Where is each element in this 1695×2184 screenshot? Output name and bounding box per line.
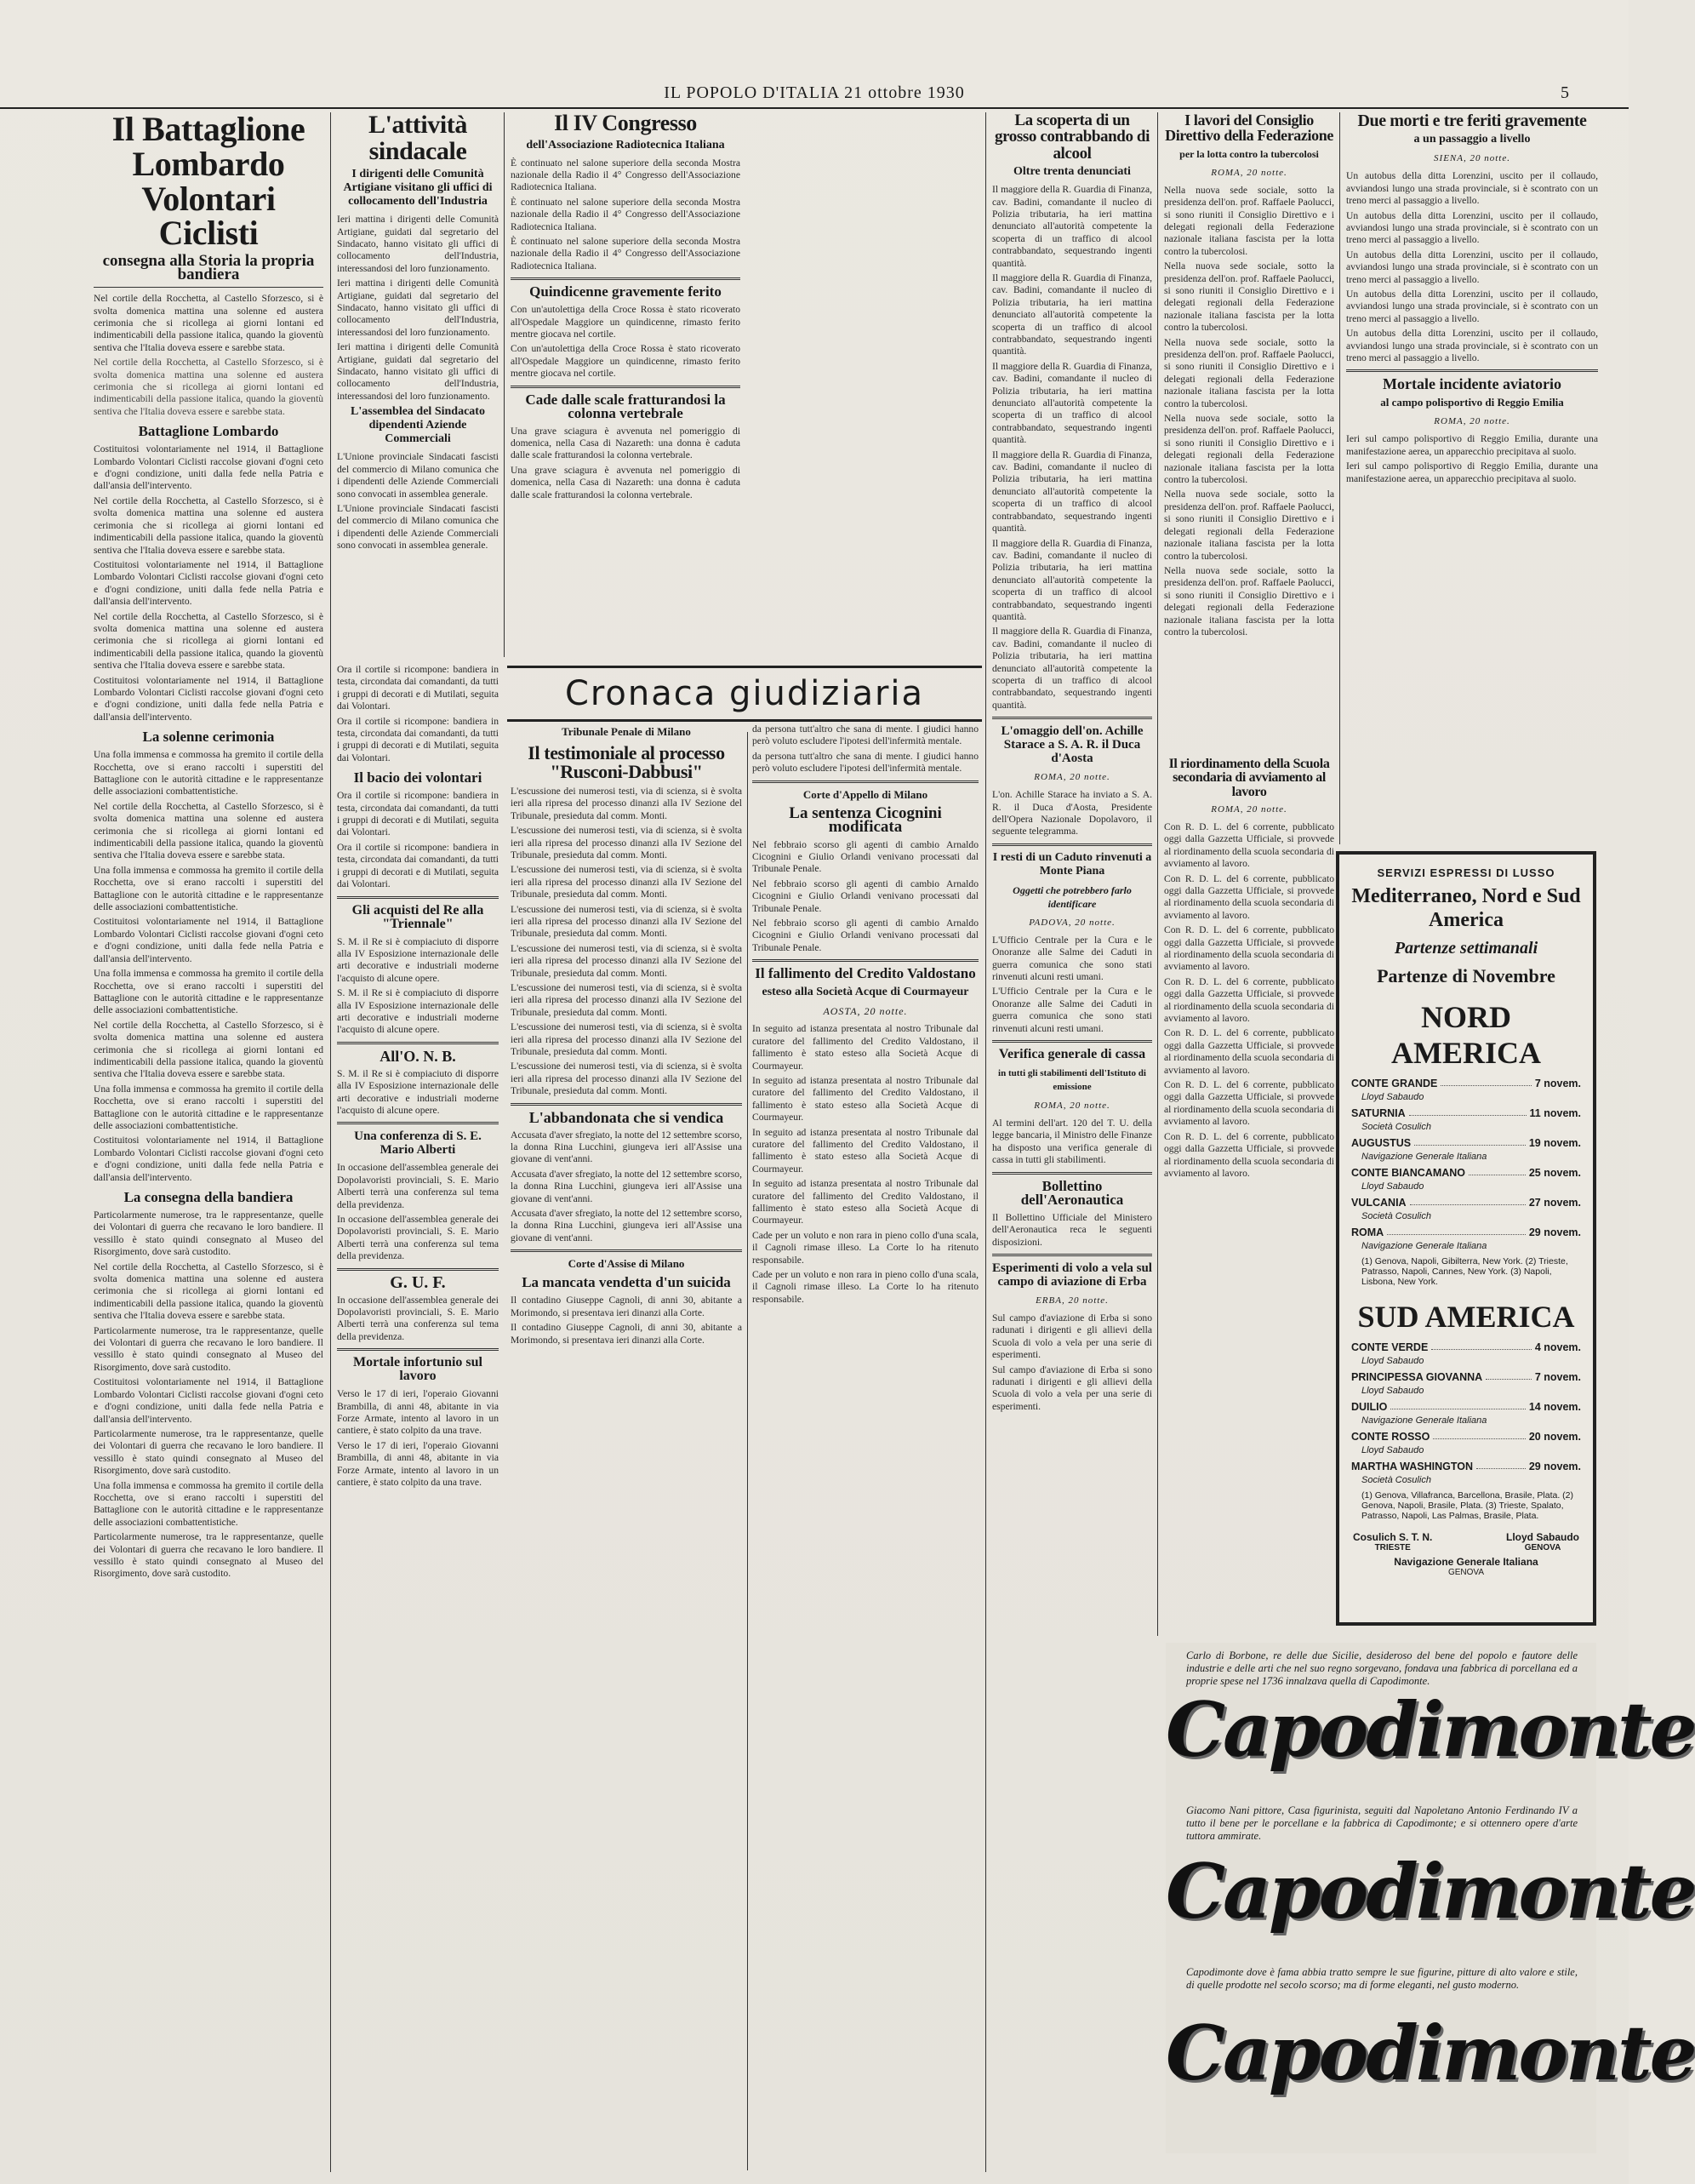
departure-date: 7 novem. — [1534, 1371, 1581, 1383]
article-headline: I lavori del Consiglio Direttivo della Federazione — [1165, 111, 1333, 145]
article-text: Con R. D. L. del 6 corrente, pubblicato oggi dalla Gazzetta Ufficiale, si provvede al riordinamento della scuola secondaria di avviamento al lavoro. — [1164, 1027, 1334, 1076]
dateline: AOSTA, 20 notte. — [823, 1005, 908, 1018]
departure-date: 4 novem. — [1534, 1341, 1581, 1353]
article-text: L'Ufficio Centrale per la Cura e le Onoranze alle Salme dei Caduti in guerra comunica che sono stati rinvenuti alcuni resti umani. — [992, 934, 1152, 983]
section-banner: Cronaca giudiziaria — [507, 666, 982, 722]
ad-november: Partenze di Novembre — [1377, 965, 1555, 986]
article-text: Ora il cortile si ricompone: bandiera in testa, circondata dai comandanti, da tutti i gruppi di decorati e di Mutilati, seguita dai Volontari. — [337, 790, 499, 838]
divider — [511, 1103, 742, 1106]
article-subhead: consegna alla Storia la propria bandiera — [102, 252, 315, 284]
article-subhead: L'omaggio dell'on. Achille Starace a S. A. R. il Duca d'Aosta — [1001, 724, 1144, 766]
departure-row — [1351, 1137, 1581, 1149]
article-text: Una folla immensa e commossa ha gremito il cortile della Rocchetta, ove si erano raccolti i superstiti del Battaglione con le autorità cittadine e le rappresentanze delle associazioni combattentistiche. — [94, 864, 323, 913]
ship-name: MARTHA WASHINGTON — [1351, 1461, 1474, 1472]
leader-dots — [1387, 1226, 1526, 1235]
article-subhead: esteso alla Società Acque di Courmayeur — [762, 986, 969, 999]
article-scuola — [1164, 758, 1334, 1634]
article-text: Particolarmente numerose, tra le rappresentanze, quelle dei Volontari di guerra che recavano le loro bandiere. Il vessillo è stato quindi consegnato al Museo del Risorgimento, dove sarà custodito. — [94, 1427, 323, 1477]
column-rule — [1339, 112, 1340, 844]
article-headline: L'attività sindacale — [368, 111, 467, 165]
ship-name: SATURNIA — [1351, 1107, 1406, 1119]
article-contrabbando — [992, 112, 1152, 2172]
departure-row — [1351, 1371, 1581, 1383]
article-text: Con R. D. L. del 6 corrente, pubblicato oggi dalla Gazzetta Ufficiale, si provvede al riordinamento della scuola secondaria di avviamento al lavoro. — [1164, 872, 1334, 921]
divider — [337, 896, 499, 899]
article-subhead: La sentenza Cicognini modificata — [789, 803, 942, 836]
article-subhead: in tutti gli stabilimenti dell'Istituto di emissione — [998, 1068, 1146, 1093]
ship-name: CONTE GRANDE — [1351, 1078, 1438, 1089]
ship-name: CONTE ROSSO — [1351, 1431, 1430, 1443]
court-name: Corte d'Appello di Milano — [802, 787, 928, 801]
article-text: Al termini dell'art. 120 del T. U. della legge bancaria, il Ministro delle Finanze ha disposto una verifica generale di cassa in tutti gli stabilimenti. — [992, 1118, 1152, 1166]
article-text: Il maggiore della R. Guardia di Finanza, cav. Badini, comandante il nucleo di Polizia tributaria, ha ieri mattina denunciato all'autorità competente la scoperta di un traffico di alcool contrabbandato, sequestrando ingenti quantità. — [992, 537, 1152, 622]
article-text: Un autobus della ditta Lorenzini, uscito per il collaudo, avviandosi lungo una strada provinciale, si è scontrato con un treno merci al passaggio a livello. — [1346, 170, 1598, 207]
leader-dots — [1441, 1078, 1531, 1086]
ad-copy: Giacomo Nani pittore, Casa figurinista, seguiti dal Napoletano Antonio Ferdinando IV a tutto il bene per le porcellane e la fabbrica di Capodimonte; e si ottennero opere d'arte tuttora ammirate. — [1186, 1804, 1578, 1842]
article-text: L'escussione dei numerosi testi, via di scienza, si è svolta ieri alla ripresa del processo dinanzi alla IV Sezione del Tribunale, presieduta dal comm. Monti. — [511, 903, 742, 940]
departure-row — [1351, 1226, 1581, 1238]
section-heading: Battaglione Lombardo — [138, 423, 279, 440]
article-text: L'escussione dei numerosi testi, via di scienza, si è svolta ieri alla ripresa del processo dinanzi alla IV Sezione del Tribunale, presieduta dal comm. Monti. — [511, 942, 742, 979]
article-text: Il maggiore della R. Guardia di Finanza, cav. Badini, comandante il nucleo di Polizia tributaria, ha ieri mattina denunciato all'autorità competente la scoperta di un traffico di alcool contrabbandato, sequestrando ingenti quantità. — [992, 360, 1152, 446]
ad-ports: (1) Genova, Villafranca, Barcellona, Brasile, Plata. (2) Genova, Napoli, Brasile, Plata. (3) Trieste, Spalato, Patrasso, Napoli, Las Palmas, Brasile, Plata. — [1361, 1490, 1574, 1521]
article-text: Nel cortile della Rocchetta, al Castello Sforzesco, si è svolta domenica mattina una solenne ed austera cerimonia che si ricollega ai giorni lontani ed indimenticabili della passione italica, quando la gioventù sentiva che l'Italia doveva essere e sarebbe stata. — [94, 800, 323, 861]
article-text: S. M. il Re si è compiaciuto di disporre alla IV Esposizione internazionale delle arti decorative e industriali moderne l'acquisto di alcune opere. — [337, 1067, 499, 1116]
article-subhead: dell'Associazione Radiotecnica Italiana — [526, 138, 725, 152]
ship-line: Società Cosulich — [1361, 1475, 1431, 1485]
article-tubercolosi — [1164, 112, 1334, 785]
article-subhead: L'abbandonata che si vendica — [528, 1108, 724, 1126]
article-subhead: Bollettino dell'Aeronautica — [1020, 1177, 1124, 1208]
capodimonte-logo: Capodimonte — [1166, 2009, 1695, 2097]
ship-name: CONTE VERDE — [1351, 1341, 1429, 1353]
article-text: Ieri sul campo polisportivo di Reggio Emilia, durante una manifestazione aerea, un apparecchio precipitava al suolo. — [1346, 433, 1598, 457]
departure-date: 20 novem. — [1528, 1431, 1581, 1443]
dateline: ROMA, 20 notte. — [1211, 803, 1287, 815]
article-text: Nella nuova sede sociale, sotto la presidenza dell'on. prof. Raffaele Paolucci, si sono riuniti il Consiglio Direttivo e i delegati regionali della Federazione nazionale italiana fascista per la lotta contro la tubercolosi. — [1164, 260, 1334, 334]
article-text: Costituitosi volontariamente nel 1914, il Battaglione Lombardo Volontari Ciclisti raccolse giovani d'ogni ceto e d'ogni condizione, uniti dalla fede nella Patria e dall'ansia dell'intervento. — [94, 1376, 323, 1425]
divider — [94, 287, 323, 288]
article-text: Nel febbraio scorso gli agenti di cambio Arnaldo Cicognini e Giulio Orlandi venivano processati dal Tribunale Penale. — [752, 918, 979, 953]
ship-name: DUILIO — [1351, 1401, 1388, 1413]
article-text: L'escussione dei numerosi testi, via di scienza, si è svolta ieri alla ripresa del processo dinanzi alla IV Sezione del Tribunale, presieduta dal comm. Monti. — [511, 981, 742, 1018]
article-court-2 — [752, 723, 979, 2170]
leader-dots — [1414, 1137, 1526, 1146]
article-text: Con R. D. L. del 6 corrente, pubblicato oggi dalla Gazzetta Ufficiale, si provvede al riordinamento della scuola secondaria di avviamento al lavoro. — [1164, 1130, 1334, 1179]
ad-copy: Carlo di Borbone, re delle due Sicilie, desideroso del bene del popolo e fautore delle industrie e delle arti che nel suo regno sorgevano, fondava una fabbrica di porcellana ed a proprie spese nel 1736 innalzava quella di Capodimonte. — [1186, 1649, 1578, 1687]
column-rule — [747, 732, 748, 2170]
article-text: È continuato nel salone superiore della seconda Mostra nazionale della Radio il 4° Congresso dell'Associazione Radiotecnica Italiana. — [511, 235, 740, 272]
article-subhead: I dirigenti delle Comunità Artigiane visitano gli uffici di collocamento dell'Industria — [343, 168, 493, 209]
departure-date: 29 novem. — [1528, 1461, 1581, 1472]
article-text: L'escussione dei numerosi testi, via di scienza, si è svolta ieri alla ripresa del processo dinanzi alla IV Sezione del Tribunale, presieduta dal comm. Monti. — [511, 825, 742, 860]
ad-company-city: GENOVA — [1447, 1568, 1485, 1577]
ad-weekly: Partenze settimanali — [1394, 939, 1538, 958]
article-subhead: I resti di un Caduto rinvenuti a Monte Piana — [992, 850, 1152, 878]
article-text: Il maggiore della R. Guardia di Finanza, cav. Badini, comandante il nucleo di Polizia tributaria, ha ieri mattina denunciato all'autorità competente la scoperta di un traffico di alcool contrabbandato, sequestrando ingenti quantità. — [992, 626, 1152, 711]
leader-dots — [1431, 1341, 1532, 1350]
article-text: Sul campo d'aviazione di Erba si sono radunati i dirigenti e gli allievi della Scuola di volo a vela per una serie di esperimenti. — [992, 1312, 1152, 1361]
dateline: ROMA, 20 notte. — [1434, 416, 1510, 427]
article-text: In occasione dell'assemblea generale dei Dopolavoristi provinciali, S. E. Mario Alberti terrà una conferenza sul tema della previdenza. — [337, 1162, 499, 1210]
article-subhead: Mortale incidente aviatorio — [1383, 375, 1561, 393]
article-text: Ora il cortile si ricompone: bandiera in testa, circondata dai comandanti, da tutti i gruppi di decorati e di Mutilati, seguita dai Volontari. — [337, 664, 499, 712]
article-text: In seguito ad istanza presentata al nostro Tribunale dal curatore del fallimento del Credito Valdostano, il fallimento è stato esteso alla Società Acque di Courmayeur. — [752, 1126, 979, 1175]
article-text: Nella nuova sede sociale, sotto la presidenza dell'on. prof. Raffaele Paolucci, si sono riuniti il Consiglio Direttivo e i delegati regionali della Federazione nazionale italiana fascista per la lotta contro la tubercolosi. — [1164, 336, 1334, 409]
article-text: Particolarmente numerose, tra le rappresentanze, quelle dei Volontari di guerra che recavano le loro bandiere. Il vessillo è stato quindi consegnato al Museo del Risorgimento, dove sarà custodito. — [94, 1209, 323, 1258]
article-subhead: Mortale infortunio sul lavoro — [353, 1355, 482, 1384]
article-passaggio-livello — [1346, 112, 1598, 844]
article-subhead: All'O. N. B. — [380, 1047, 456, 1065]
departure-date: 14 novem. — [1528, 1401, 1581, 1413]
article-text: L'escussione dei numerosi testi, via di scienza, si è svolta ieri alla ripresa del processo dinanzi alla IV Sezione del Tribunale, presieduta dal comm. Monti. — [511, 1061, 742, 1097]
leader-dots — [1476, 1461, 1526, 1469]
article-text: Costituitosi volontariamente nel 1914, il Battaglione Lombardo Volontari Ciclisti raccolse giovani d'ogni ceto e d'ogni condizione, uniti dalla fede nella Patria e dall'ansia dell'intervento. — [94, 916, 323, 964]
ship-line: Lloyd Sabaudo — [1361, 1445, 1424, 1455]
section-heading: La consegna della bandiera — [123, 1189, 294, 1205]
article-text: S. M. il Re si è compiaciuto di disporre alla IV Esposizione internazionale delle arti decorative e industriali moderne l'acquisto di alcune opere. — [337, 935, 499, 984]
article-text: Il Bollettino Ufficiale del Ministero dell'Aeronautica reca le seguenti disposizioni. — [992, 1211, 1152, 1248]
dateline: ERBA, 20 notte. — [1036, 1295, 1109, 1306]
section-heading: La solenne cerimonia — [142, 729, 275, 746]
article-text: Cade per un voluto e non rara in pieno collo d'una scala, il Cagnoli rimase illeso. La Corte lo ha ritenuto responsabile. — [752, 1269, 979, 1305]
departure-date: 25 novem. — [1528, 1167, 1581, 1179]
article-subhead: L'assemblea del Sindacato dipendenti Aziende Commerciali — [351, 405, 485, 446]
article-headline: La scoperta di un grosso contrabbando di alcool — [995, 111, 1150, 163]
article-text: In seguito ad istanza presentata al nostro Tribunale dal curatore del fallimento del Credito Valdostano, il fallimento è stato esteso alla Società Acque di Courmayeur. — [752, 1074, 979, 1123]
leader-dots — [1410, 1197, 1526, 1205]
article-text: Nel cortile della Rocchetta, al Castello Sforzesco, si è svolta domenica mattina una solenne ed austera cerimonia che si ricollega ai giorni lontani ed indimenticabili della passione italica, quando la gioventù sentiva che l'Italia doveva essere e sarebbe stata. — [94, 610, 323, 672]
section-heading: Il bacio dei volontari — [353, 769, 482, 786]
article-text: Particolarmente numerose, tra le rappresentanze, quelle dei Volontari di guerra che recavano le loro bandiere. Il vessillo è stato quindi consegnato al Museo del Risorgimento, dove sarà custodito. — [94, 1531, 323, 1580]
article-text: Nel cortile della Rocchetta, al Castello Sforzesco, si è svolta domenica mattina una solenne ed austera cerimonia che si ricollega ai giorni lontani ed indimenticabili della passione italica, quando la gioventù sentiva che l'Italia doveva essere e sarebbe stata. — [94, 1261, 323, 1322]
departure-row — [1351, 1341, 1581, 1353]
article-court — [511, 723, 742, 2170]
article-text: Nel febbraio scorso gli agenti di cambio Arnaldo Cicognini e Giulio Orlandi venivano processati dal Tribunale Penale. — [752, 838, 979, 875]
article-text: Il maggiore della R. Guardia di Finanza, cav. Badini, comandante il nucleo di Polizia tributaria, ha ieri mattina denunciato all'autorità competente la scoperta di un traffico di alcool contrabbandato, sequestrando ingenti quantità. — [992, 449, 1152, 535]
shipping-advertisement — [1336, 851, 1596, 1626]
article-text: Ieri sul campo polisportivo di Reggio Emilia, durante una manifestazione aerea, un apparecchio precipitava al suolo. — [1346, 460, 1598, 484]
article-text: Nella nuova sede sociale, sotto la presidenza dell'on. prof. Raffaele Paolucci, si sono riuniti il Consiglio Direttivo e i delegati regionali della Federazione nazionale italiana fascista per la lotta contro la tubercolosi. — [1164, 413, 1334, 486]
article-text: Nella nuova sede sociale, sotto la presidenza dell'on. prof. Raffaele Paolucci, si sono riuniti il Consiglio Direttivo e i delegati regionali della Federazione nazionale italiana fascista per la lotta contro la tubercolosi. — [1164, 184, 1334, 257]
departure-date: 7 novem. — [1534, 1078, 1581, 1089]
article-text: Ora il cortile si ricompone: bandiera in testa, circondata dai comandanti, da tutti i gruppi di decorati e di Mutilati, seguita dai Volontari. — [337, 715, 499, 763]
dateline: ROMA, 20 notte. — [1211, 167, 1287, 178]
ship-name: PRINCIPESSA GIOVANNA — [1351, 1371, 1483, 1383]
column-rule — [1157, 112, 1158, 1636]
departure-row — [1351, 1107, 1581, 1119]
ad-company: Lloyd Sabaudo — [1505, 1531, 1579, 1543]
article-text: Ieri mattina i dirigenti delle Comunità Artigiane, guidati dal segretario del Sindacato, hanno visitato gli uffici di collocamento dell'Industria, interessandosi del loro funzionamento. — [337, 277, 499, 338]
article-text: Una grave sciagura è avvenuta nel pomeriggio di domenica, nella Casa di Nazareth: una donna è caduta dalle scale fratturandosi la colonna vertebrale. — [511, 464, 740, 500]
divider — [992, 1040, 1152, 1043]
article-text: da persona tutt'altro che sana di mente. I giudici hanno però voluto escludere l'ipotesi dell'infermità mentale. — [752, 750, 979, 775]
article-text: L'Ufficio Centrale per la Cura e le Onoranze alle Salme dei Caduti in guerra comunica che sono stati rinvenuti alcuni resti umani. — [992, 986, 1152, 1034]
departure-row — [1351, 1461, 1581, 1472]
article-battaglione — [94, 112, 323, 2172]
article-headline: Il Battaglione Lombardo Volontari Ciclisti — [111, 110, 305, 253]
article-headline: Due morti e tre feriti gravemente — [1357, 111, 1587, 130]
article-headline: Il riordinamento della Scuola secondaria di avviamento al lavoro — [1168, 757, 1330, 799]
ad-company: Cosulich S. T. N. — [1353, 1531, 1433, 1543]
departure-row — [1351, 1197, 1581, 1209]
divider — [511, 277, 740, 280]
dateline: SIENA, 20 notte. — [1434, 153, 1510, 164]
ship-name: ROMA — [1351, 1226, 1384, 1238]
article-text: da persona tutt'altro che sana di mente. I giudici hanno però voluto escludere l'ipotesi dell'infermità mentale. — [752, 723, 979, 747]
article-text: Nel cortile della Rocchetta, al Castello Sforzesco, si è svolta domenica mattina una solenne ed austera cerimonia che si ricollega ai giorni lontani ed indimenticabili della passione italica, quando la gioventù sentiva che l'Italia doveva essere e sarebbe stata. — [94, 1019, 323, 1080]
article-text: Verso le 17 di ieri, l'operaio Giovanni Brambilla, di anni 48, abitante in via Forze Armate, intento al lavoro in un cantiere, è stato colpito da una trave. — [337, 1439, 499, 1489]
court-name: Corte d'Assise di Milano — [568, 1257, 685, 1271]
article-text: In seguito ad istanza presentata al nostro Tribunale dal curatore del fallimento del Credito Valdostano, il fallimento è stato esteso alla Società Acque di Courmayeur. — [752, 1178, 979, 1226]
leader-dots — [1486, 1371, 1532, 1380]
column-rule — [985, 112, 986, 2172]
divider — [1346, 369, 1598, 372]
article-text: Nel cortile della Rocchetta, al Castello Sforzesco, si è svolta domenica mattina una solenne ed austera cerimonia che si ricollega ai giorni lontani ed indimenticabili della passione italica, quando la gioventù sentiva che l'Italia doveva essere e sarebbe stata. — [94, 495, 323, 556]
article-subhead: Una conferenza di S. E. Mario Alberti — [354, 1129, 482, 1158]
ship-line: Navigazione Generale Italiana — [1361, 1241, 1487, 1251]
article-text: L'escussione dei numerosi testi, via di scienza, si è svolta ieri alla ripresa del processo dinanzi alla IV Sezione del Tribunale, presieduta dal comm. Monti. — [511, 1021, 742, 1057]
divider — [511, 1249, 742, 1252]
article-text: L'Unione provinciale Sindacati fascisti del commercio di Milano comunica che i dipendenti delle Aziende Commerciali sono convocati in assemblea generale. — [337, 502, 499, 552]
ship-name: VULCANIA — [1351, 1197, 1407, 1209]
column-rule — [504, 112, 505, 657]
article-text: Particolarmente numerose, tra le rappresentanze, quelle dei Volontari di guerra che recavano le loro bandiere. Il vessillo è stato quindi consegnato al Museo del Risorgimento, dove sarà custodito. — [94, 1324, 323, 1373]
ad-services: SERVIZI ESPRESSI DI LUSSO — [1377, 866, 1555, 879]
article-subhead: G. U. F. — [390, 1272, 446, 1292]
divider — [337, 1268, 499, 1271]
article-text: Sul campo d'aviazione di Erba si sono radunati i dirigenti e gli allievi della Scuola di volo a vela per una serie di esperimenti. — [992, 1364, 1152, 1412]
ship-line: Lloyd Sabaudo — [1361, 1181, 1424, 1192]
dateline: ROMA, 20 notte. — [1034, 772, 1110, 783]
article-text: In seguito ad istanza presentata al nostro Tribunale dal curatore del fallimento del Credito Valdostano, il fallimento è stato esteso alla Società Acque di Courmayeur. — [752, 1023, 979, 1072]
article-text: Con R. D. L. del 6 corrente, pubblicato oggi dalla Gazzetta Ufficiale, si provvede al riordinamento della scuola secondaria di avviamento al lavoro. — [1164, 1079, 1334, 1128]
article-text: Con un'autolettiga della Croce Rossa è stato ricoverato all'Ospedale Maggiore un quindicenne, rimasto ferito mentre giocava nel cortile. — [511, 343, 740, 380]
divider — [511, 386, 740, 388]
article-subhead: Oltre trenta denunciati — [1013, 165, 1131, 179]
leader-dots — [1469, 1167, 1526, 1175]
article-text: Costituitosi volontariamente nel 1914, il Battaglione Lombardo Volontari Ciclisti raccolse giovani d'ogni ceto e d'ogni condizione, uniti dalla fede nella Patria e dall'ansia dell'intervento. — [94, 558, 323, 608]
ship-name: AUGUSTUS — [1351, 1137, 1412, 1149]
page-title: IL POPOLO D'ITALIA 21 ottobre 1930 — [664, 83, 965, 102]
article-text: Nel febbraio scorso gli agenti di cambio Arnaldo Cicognini e Giulio Orlandi venivano processati dal Tribunale Penale. — [752, 878, 979, 914]
article-subhead: al campo polisportivo di Reggio Emilia — [1380, 396, 1564, 409]
article-text: Accusata d'aver sfregiato, la notte del 12 settembre scorso, la donna Rina Lucchini, giungeva ieri all'Assise una giovane di vent'anni. — [511, 1208, 742, 1244]
north-departures — [1348, 1078, 1584, 1251]
article-subhead: Quindicenne gravemente ferito — [529, 283, 722, 300]
article-text: È continuato nel salone superiore della seconda Mostra nazionale della Radio il 4° Congresso dell'Associazione Radiotecnica Italiana. — [511, 196, 740, 232]
article-text: Accusata d'aver sfregiato, la notte del 12 settembre scorso, la donna Rina Lucchini, giungeva ieri all'Assise una giovane di vent'anni. — [511, 1168, 742, 1204]
departure-date: 29 novem. — [1528, 1226, 1581, 1238]
article-text: Nella nuova sede sociale, sotto la presidenza dell'on. prof. Raffaele Paolucci, si sono riuniti il Consiglio Direttivo e i delegati regionali della Federazione nazionale italiana fascista per la lotta contro la tubercolosi. — [1164, 489, 1334, 562]
ad-destinations: Mediterraneo, Nord e Sud America — [1351, 885, 1581, 931]
dateline: PADOVA, 20 notte. — [1029, 917, 1116, 928]
capodimonte-logo: Capodimonte — [1166, 1847, 1695, 1935]
article-text: Una folla immensa e commossa ha gremito il cortile della Rocchetta, ove si erano raccolti i superstiti del Battaglione con le autorità cittadine e le rappresentanze delle associazioni combattentistiche. — [94, 1479, 323, 1528]
article-subhead: Cade dalle scale fratturandosi la colonna vertebrale — [525, 391, 726, 421]
article-text: Una folla immensa e commossa ha gremito il cortile della Rocchetta, ove si erano raccolti i superstiti del Battaglione con le autorità cittadine e le rappresentanze delle associazioni combattentistiche. — [94, 968, 323, 1016]
article-text: Nel cortile della Rocchetta, al Castello Sforzesco, si è svolta domenica mattina una solenne ed austera cerimonia che si ricollega ai giorni lontani ed indimenticabili della passione italica, quando la gioventù sentiva che l'Italia doveva essere e sarebbe stata. — [94, 357, 323, 417]
divider — [992, 717, 1152, 719]
article-text: Un autobus della ditta Lorenzini, uscito per il collaudo, avviandosi lungo una strada provinciale, si è scontrato con un treno merci al passaggio a livello. — [1346, 209, 1598, 246]
page-header — [0, 83, 1629, 109]
article-text: In occasione dell'assemblea generale dei Dopolavoristi provinciali, S. E. Mario Alberti terrà una conferenza sul tema della previdenza. — [337, 1294, 499, 1342]
article-text: Una grave sciagura è avvenuta nel pomeriggio di domenica, nella Casa di Nazareth: una donna è caduta dalle scale fratturandosi la colonna vertebrale. — [511, 425, 740, 461]
article-sindacale — [337, 112, 499, 657]
article-text: Accusata d'aver sfregiato, la notte del 12 settembre scorso, la donna Rina Lucchini, giungeva ieri all'Assise una giovane di vent'anni. — [511, 1129, 742, 1165]
article-subhead: Oggetti che potrebbero farlo identificare — [1013, 883, 1132, 910]
article-text: L'on. Achille Starace ha inviato a S. A. R. il Duca d'Aosta, Presidente dell'Opera Nazionale Dopolavoro, il seguente telegramma. — [992, 789, 1152, 838]
divider — [337, 1348, 499, 1351]
column-rule — [330, 112, 331, 2172]
ship-line: Lloyd Sabaudo — [1361, 1386, 1424, 1396]
leader-dots — [1390, 1401, 1526, 1409]
article-subhead: La mancata vendetta d'un suicida — [522, 1274, 731, 1291]
article-text: Il maggiore della R. Guardia di Finanza, cav. Badini, comandante il nucleo di Polizia tributaria, ha ieri mattina denunciato all'autorità competente la scoperta di un traffico di alcool contrabbandato, sequestrando ingenti quantità. — [992, 272, 1152, 357]
dateline: ROMA, 20 notte. — [1034, 1101, 1110, 1112]
article-subhead: Il fallimento del Credito Valdostano — [755, 965, 976, 982]
court-name: Tribunale Penale di Milano — [562, 725, 691, 738]
article-continuation — [337, 664, 499, 2170]
article-text: Ora il cortile si ricompone: bandiera in testa, circondata dai comandanti, da tutti i gruppi di decorati e di Mutilati, seguita dai Volontari. — [337, 841, 499, 890]
ad-company-city: GENOVA — [1524, 1543, 1561, 1552]
departure-row — [1351, 1167, 1581, 1179]
article-text: Con R. D. L. del 6 corrente, pubblicato oggi dalla Gazzetta Ufficiale, si provvede al riordinamento della scuola secondaria di avviamento al lavoro. — [1164, 924, 1334, 973]
divider — [752, 780, 979, 783]
article-text: Ieri mattina i dirigenti delle Comunità Artigiane, guidati dal segretario del Sindacato, hanno visitato gli uffici di collocamento dell'Industria, interessandosi del loro funzionamento. — [337, 341, 499, 402]
ad-company-city: TRIESTE — [1374, 1543, 1411, 1552]
article-text: È continuato nel salone superiore della seconda Mostra nazionale della Radio il 4° Congresso dell'Associazione Radiotecnica Italiana. — [511, 157, 740, 193]
article-text: Il maggiore della R. Guardia di Finanza, cav. Badini, comandante il nucleo di Polizia tributaria, ha ieri mattina denunciato all'autorità competente la scoperta di un traffico di alcool contrabbandato, sequestrando ingenti quantità. — [992, 184, 1152, 269]
divider — [992, 843, 1152, 846]
article-text: Una folla immensa e commossa ha gremito il cortile della Rocchetta, ove si erano raccolti i superstiti del Battaglione con le autorità cittadine e le rappresentanze delle associazioni combattentistiche. — [94, 1083, 323, 1131]
article-subhead: per la lotta contro la tubercolosi — [1179, 147, 1319, 160]
departure-date: 11 novem. — [1529, 1107, 1581, 1119]
ad-south-america: SUD AMERICA — [1357, 1300, 1575, 1334]
article-text: Una folla immensa e commossa ha gremito il cortile della Rocchetta, ove si erano raccolti i superstiti del Battaglione con le autorità cittadine e le rappresentanze delle associazioni combattentistiche. — [94, 749, 323, 798]
article-text: Un autobus della ditta Lorenzini, uscito per il collaudo, avviandosi lungo una strada provinciale, si è scontrato con un treno merci al passaggio a livello. — [1346, 328, 1598, 364]
departure-date: 27 novem. — [1528, 1197, 1581, 1209]
article-text: Con R. D. L. del 6 corrente, pubblicato oggi dalla Gazzetta Ufficiale, si provvede al riordinamento della scuola secondaria di avviamento al lavoro. — [1164, 820, 1334, 870]
article-text: Con un'autolettiga della Croce Rossa è stato ricoverato all'Ospedale Maggiore un quindicenne, rimasto ferito mentre giocava nel cortile. — [511, 304, 740, 340]
article-text: Un autobus della ditta Lorenzini, uscito per il collaudo, avviandosi lungo una strada provinciale, si è scontrato con un treno merci al passaggio a livello. — [1346, 249, 1598, 285]
article-text: L'escussione dei numerosi testi, via di scienza, si è svolta ieri alla ripresa del processo dinanzi alla IV Sezione del Tribunale, presieduta dal comm. Monti. — [511, 864, 742, 900]
article-text: L'Unione provinciale Sindacati fascisti del commercio di Milano comunica che i dipendenti delle Aziende Commerciali sono convocati in assemblea generale. — [337, 451, 499, 500]
ship-line: Lloyd Sabaudo — [1361, 1356, 1424, 1366]
article-text: S. M. il Re si è compiaciuto di disporre alla IV Esposizione internazionale delle arti decorative e industriali moderne l'acquisto di alcune opere. — [337, 987, 499, 1036]
article-subhead: Verifica generale di cassa — [998, 1047, 1146, 1062]
article-text: Costituitosi volontariamente nel 1914, il Battaglione Lombardo Volontari Ciclisti raccolse giovani d'ogni ceto e d'ogni condizione, uniti dalla fede nella Patria e dall'ansia dell'intervento. — [94, 1135, 323, 1183]
ad-footer — [1348, 1531, 1584, 1552]
article-text: L'escussione dei numerosi testi, via di scienza, si è svolta ieri alla ripresa del processo dinanzi alla IV Sezione del Tribunale, presieduta dal comm. Monti. — [511, 785, 742, 821]
article-text: Nella nuova sede sociale, sotto la presidenza dell'on. prof. Raffaele Paolucci, si sono riuniti il Consiglio Direttivo e i delegati regionali della Federazione nazionale italiana fascista per la lotta contro la tubercolosi. — [1164, 564, 1334, 637]
ad-ports: (1) Genova, Napoli, Gibilterra, New York. (2) Trieste, Patrasso, Napoli, Cannes, New York. (3) Napoli, Lisbona, New York. — [1361, 1256, 1568, 1287]
article-congresso — [511, 112, 740, 657]
capodimonte-advertisement — [1166, 1643, 1695, 2153]
article-text: Cade per un voluto e non rara in pieno collo d'una scala, il Cagnoli rimase illeso. La Corte lo ha ritenuto responsabile. — [752, 1229, 979, 1266]
divider — [992, 1254, 1152, 1256]
ship-line: Navigazione Generale Italiana — [1361, 1415, 1487, 1426]
departure-row — [1351, 1078, 1581, 1089]
article-subhead: a un passaggio a livello — [1413, 133, 1531, 146]
article-text: Il contadino Giuseppe Cagnoli, di anni 30, abitante a Morimondo, si presentava ieri dinanzi alla Corte. — [511, 1295, 742, 1318]
ship-line: Navigazione Generale Italiana — [1361, 1152, 1487, 1162]
leader-dots — [1409, 1107, 1527, 1116]
article-text: Costituitosi volontariamente nel 1914, il Battaglione Lombardo Volontari Ciclisti raccolse giovani d'ogni ceto e d'ogni condizione, uniti dalla fede nella Patria e dall'ansia dell'intervento. — [94, 443, 323, 492]
article-subhead: Gli acquisti del Re alla "Triennale" — [351, 902, 484, 931]
article-text: Un autobus della ditta Lorenzini, uscito per il collaudo, avviandosi lungo una strada provinciale, si è scontrato con un treno merci al passaggio a livello. — [1346, 289, 1598, 324]
ad-company: Navigazione Generale Italiana — [1394, 1556, 1538, 1568]
divider — [337, 1042, 499, 1044]
article-headline: Il IV Congresso — [554, 111, 697, 135]
divider — [337, 1122, 499, 1124]
article-text: In occasione dell'assemblea generale dei Dopolavoristi provinciali, S. E. Mario Alberti terrà una conferenza sul tema della previdenza. — [337, 1214, 499, 1262]
page-number: 5 — [1561, 83, 1569, 102]
article-headline: Il testimoniale al processo "Rusconi-Dabbusi" — [528, 742, 725, 783]
departure-date: 19 novem. — [1528, 1137, 1581, 1149]
divider — [992, 1172, 1152, 1175]
south-departures — [1348, 1341, 1584, 1485]
article-text: Con R. D. L. del 6 corrente, pubblicato oggi dalla Gazzetta Ufficiale, si provvede al riordinamento della scuola secondaria di avviamento al lavoro. — [1164, 975, 1334, 1025]
ad-copy: Capodimonte dove è fama abbia tratto sempre le sue figurine, pitture di alto valore e stile, di quelle prodotte nel secolo scorso; ma di forme eleganti, nel gusto moderno. — [1186, 1966, 1578, 1991]
departure-row — [1351, 1431, 1581, 1443]
article-text: Verso le 17 di ieri, l'operaio Giovanni Brambilla, di anni 48, abitante in via Forze Armate, intento al lavoro in un cantiere, è stato colpito da una trave. — [337, 1388, 499, 1437]
capodimonte-logo: Capodimonte — [1166, 1685, 1695, 1774]
article-text: Il contadino Giuseppe Cagnoli, di anni 30, abitante a Morimondo, si presentava ieri dinanzi alla Corte. — [511, 1322, 742, 1346]
divider — [752, 959, 979, 962]
ad-north-america: NORD AMERICA — [1391, 1000, 1541, 1070]
ship-line: Società Cosulich — [1361, 1122, 1431, 1132]
article-text: Nel cortile della Rocchetta, al Castello Sforzesco, si è svolta domenica mattina una solenne ed austera cerimonia che si ricollega ai giorni lontani ed indimenticabili della passione italica, quando la gioventù sentiva che l'Italia doveva essere e sarebbe stata. — [94, 293, 323, 353]
ship-name: CONTE BIANCAMANO — [1351, 1167, 1466, 1179]
article-text: Costituitosi volontariamente nel 1914, il Battaglione Lombardo Volontari Ciclisti raccolse giovani d'ogni ceto e d'ogni condizione, uniti dalla fede nella Patria e dall'ansia dell'intervento. — [94, 674, 323, 723]
ship-line: Lloyd Sabaudo — [1361, 1092, 1424, 1102]
departure-row — [1351, 1401, 1581, 1413]
article-subhead: Esperimenti di volo a vela sul campo di aviazione di Erba — [992, 1261, 1152, 1289]
article-text: Ieri mattina i dirigenti delle Comunità Artigiane, guidati dal segretario del Sindacato, hanno visitato gli uffici di collocamento dell'Industria, interessandosi del loro funzionamento. — [337, 214, 499, 274]
leader-dots — [1433, 1431, 1525, 1439]
ship-line: Società Cosulich — [1361, 1211, 1431, 1221]
